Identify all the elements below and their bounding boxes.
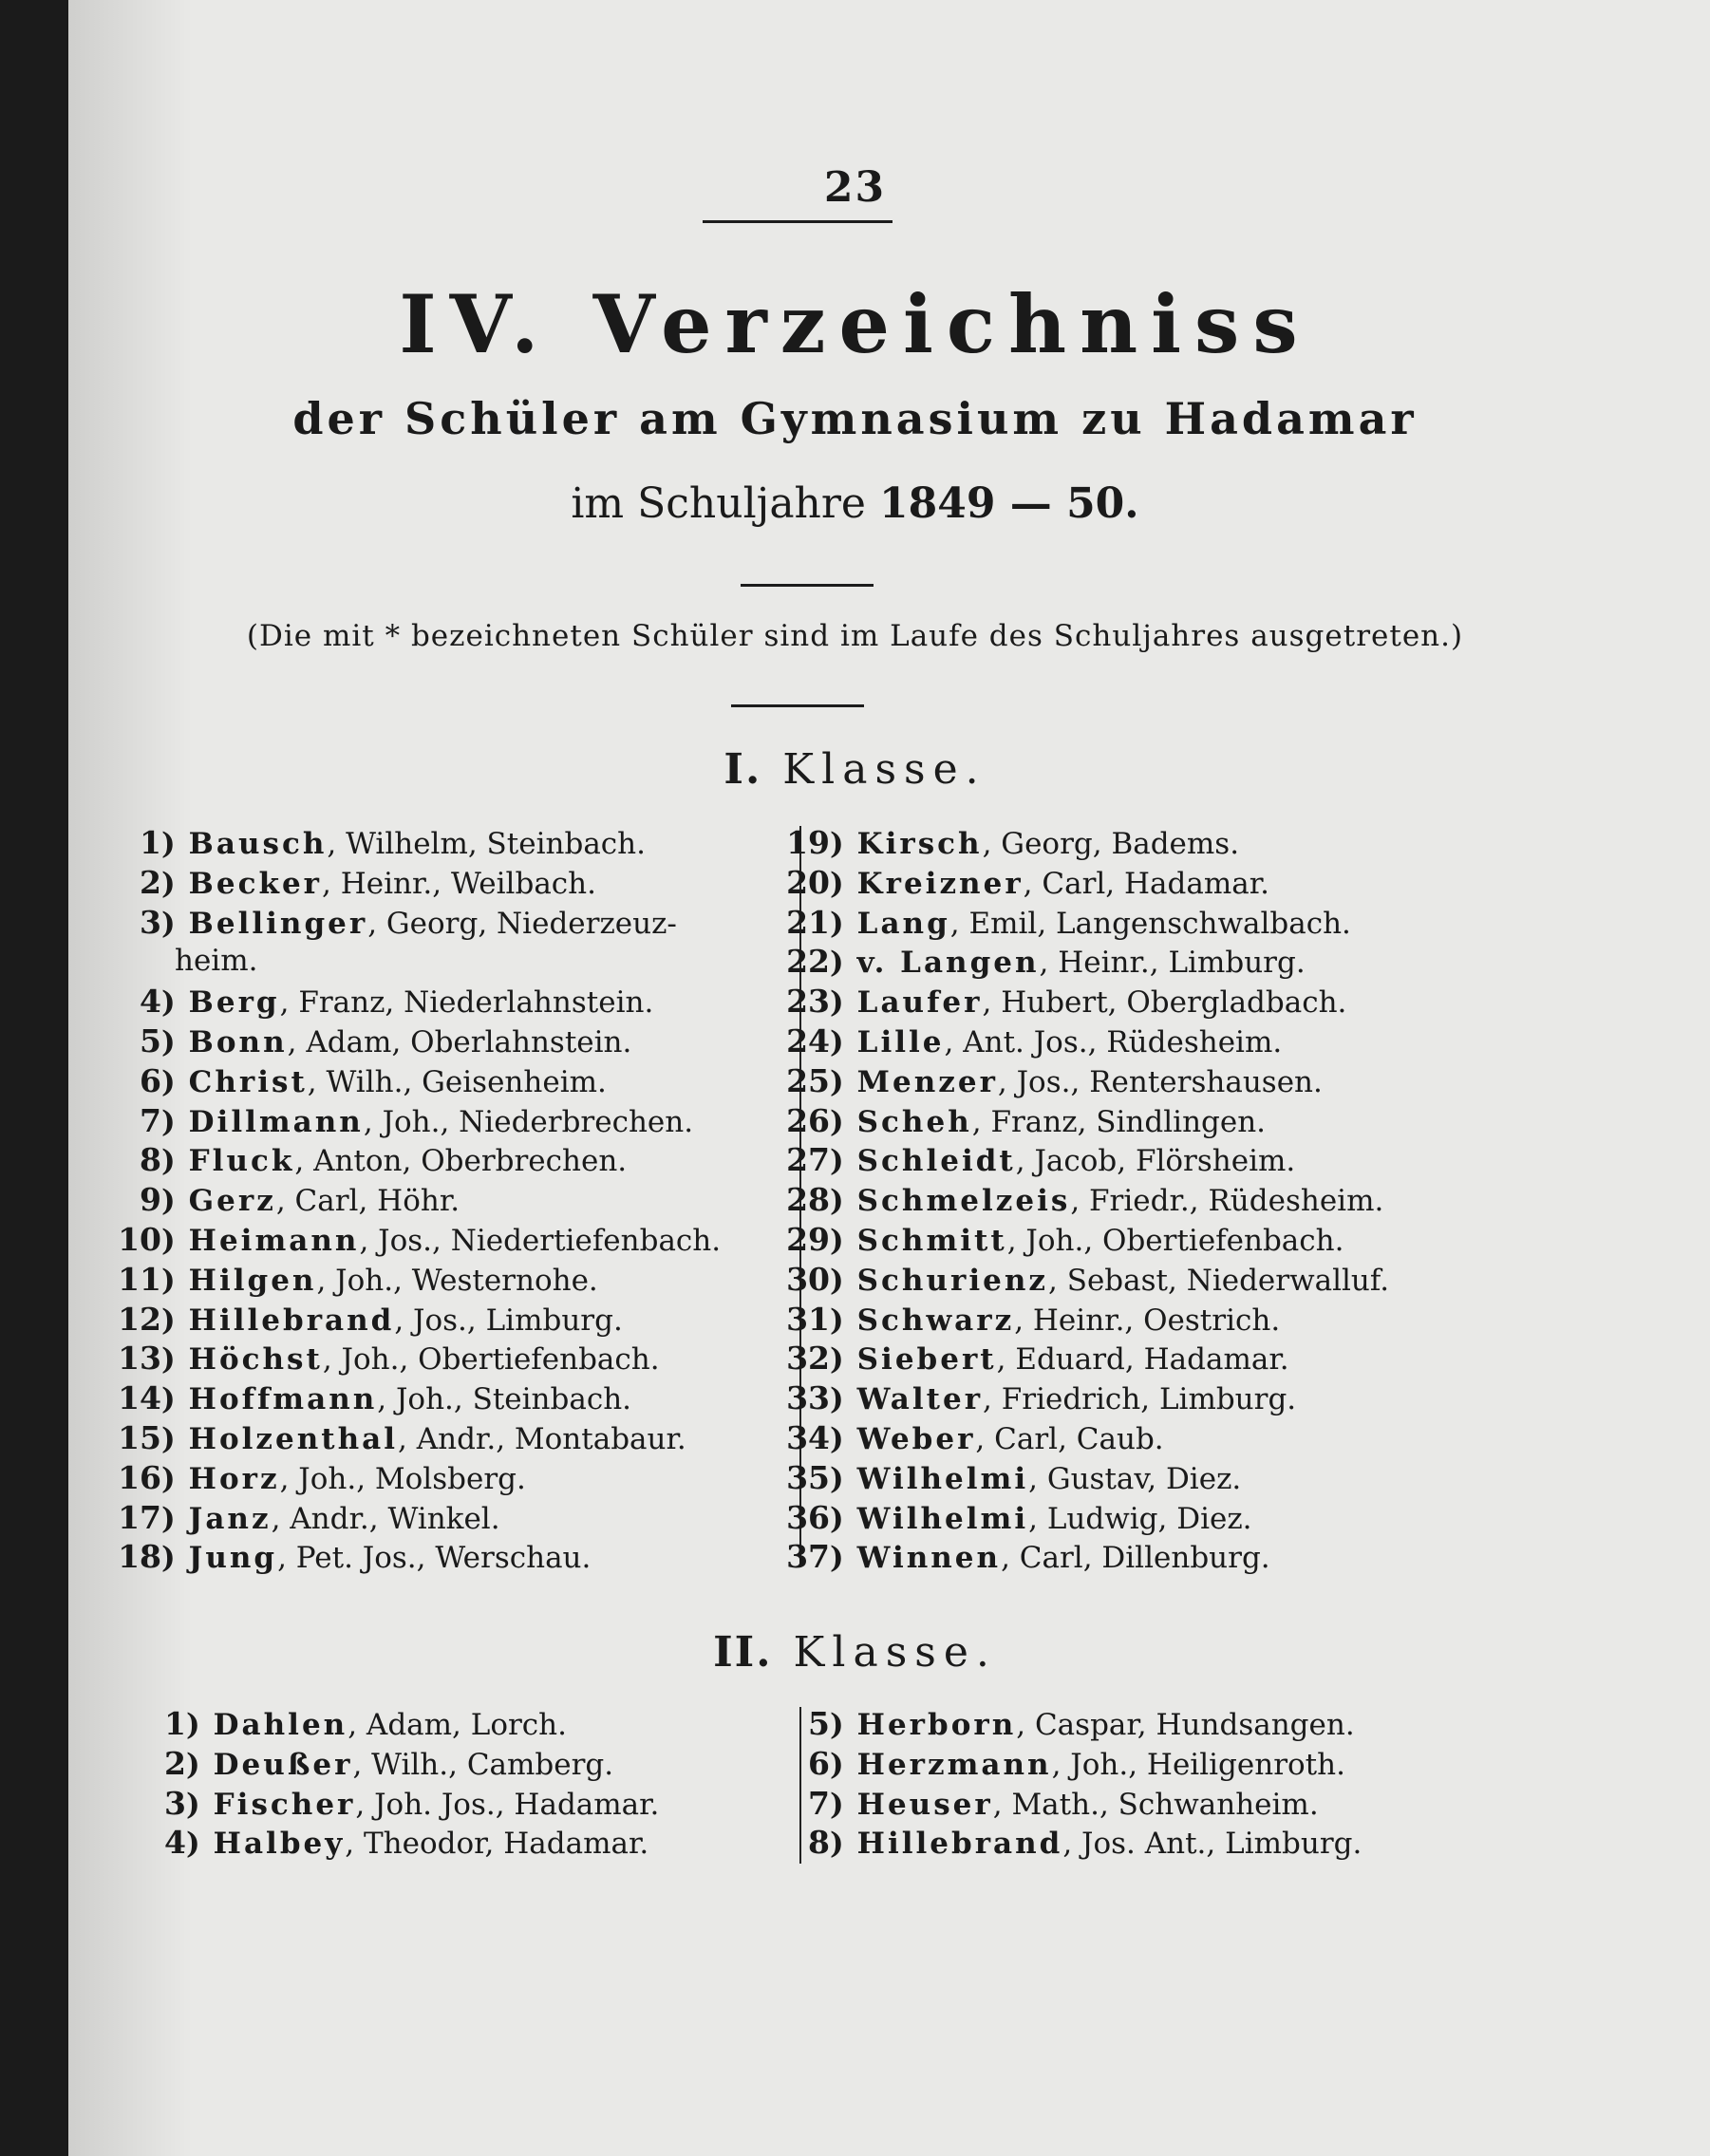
student-entry: [771, 1220, 1389, 1260]
entry-paren: ): [161, 1024, 176, 1059]
student-surname: Lang: [856, 906, 950, 941]
entry-paren: ): [830, 1104, 844, 1139]
student-entry: [68, 823, 721, 863]
student-surname: Menzer: [856, 1064, 998, 1099]
entry-paren: ): [830, 1223, 844, 1258]
entry-paren: ): [830, 1827, 844, 1862]
student-entry: [68, 982, 721, 1022]
entry-paren: ): [161, 1104, 176, 1139]
entry-number: 7: [140, 1101, 161, 1139]
student-surname: Deußer: [213, 1747, 353, 1782]
student-surname: Bausch: [188, 827, 328, 861]
entry-number: 1: [140, 824, 161, 861]
entry-number: 7: [808, 1784, 830, 1822]
student-entry: [68, 1140, 721, 1180]
entry-paren: ): [161, 1184, 176, 1219]
student-details: , Theodor, Hadamar.: [345, 1827, 649, 1862]
student-entry: [68, 1458, 721, 1498]
student-details: , Joh., Molsberg.: [279, 1461, 526, 1496]
entry-number: 16: [118, 1458, 161, 1496]
entry-paren: ): [186, 1827, 200, 1862]
entry-number: 17: [118, 1498, 161, 1536]
entry-number: 36: [786, 1498, 830, 1536]
entry-number: 18: [118, 1538, 161, 1576]
page-subtitle: der Schüler am Gymnasium zu Hadamar: [292, 393, 1418, 444]
student-entry: [68, 863, 721, 903]
entry-number: 5: [808, 1705, 830, 1742]
student-surname: Wilhelmi: [856, 1461, 1029, 1496]
student-entry: [771, 1300, 1389, 1340]
student-details: , Wilh., Geisenheim.: [307, 1064, 607, 1099]
student-entry: [68, 1022, 721, 1061]
student-details: , Carl, Höhr.: [275, 1184, 460, 1219]
student-surname: Jung: [188, 1541, 278, 1576]
student-details: , Joh., Obertiefenbach.: [1006, 1223, 1344, 1258]
student-details: , Friedr., Rüdesheim.: [1070, 1184, 1384, 1219]
student-entry: [771, 1180, 1389, 1220]
entry-number: 11: [118, 1260, 161, 1298]
student-details: , Georg, Badems.: [982, 827, 1240, 861]
page-number: 23: [823, 163, 887, 212]
student-surname: Gerz: [188, 1184, 276, 1219]
entry-number: 22: [786, 943, 830, 981]
student-details: , Caspar, Hundsangen.: [1016, 1708, 1355, 1742]
student-surname: Horz: [188, 1461, 280, 1496]
student-surname: Winnen: [856, 1541, 1002, 1576]
entry-paren: ): [830, 1461, 844, 1496]
entry-number: 29: [786, 1220, 830, 1258]
student-details: , Joh., Heiligenroth.: [1051, 1747, 1345, 1782]
student-details: , Franz, Sindlingen.: [971, 1104, 1267, 1139]
student-surname: Halbey: [213, 1827, 346, 1862]
student-entry: [68, 1220, 721, 1260]
student-details: , Wilhelm, Steinbach.: [327, 827, 646, 861]
student-surname: Fluck: [188, 1144, 295, 1179]
student-surname: Höchst: [188, 1342, 323, 1378]
student-surname: Dahlen: [213, 1708, 348, 1742]
student-entry: [771, 1260, 1389, 1300]
class-2-right-column: [771, 1704, 1362, 1863]
student-entry: [771, 1418, 1389, 1458]
student-details: , Ludwig, Diez.: [1028, 1501, 1252, 1536]
student-entry: [771, 1022, 1389, 1061]
entry-number: 35: [786, 1458, 830, 1496]
student-surname: Schwarz: [856, 1303, 1015, 1338]
entry-paren: ): [830, 1501, 844, 1536]
class-1-label: Klasse.: [782, 745, 987, 794]
student-details: , Wilh., Camberg.: [352, 1747, 614, 1782]
student-details: , Heinr., Weilbach.: [322, 866, 596, 901]
student-details: , Emil, Langenschwalbach.: [949, 906, 1351, 941]
entry-number: 2: [140, 863, 161, 901]
entry-number: 31: [786, 1300, 830, 1338]
student-surname: Janz: [188, 1501, 272, 1536]
entry-paren: ): [161, 866, 176, 901]
student-entry: [68, 1498, 721, 1538]
student-details: , Ant. Jos., Rüdesheim.: [944, 1024, 1283, 1059]
entry-paren: ): [161, 1144, 176, 1179]
student-details: , Pet. Jos., Werschau.: [277, 1541, 592, 1576]
class-2-left-column: [93, 1704, 659, 1863]
entry-number: 13: [118, 1340, 161, 1378]
entry-number: 4: [164, 1824, 186, 1862]
student-details: , Jos., Niedertiefenbach.: [359, 1223, 722, 1258]
student-details: , Sebast, Niederwalluf.: [1048, 1263, 1390, 1298]
student-surname: Hillebrand: [856, 1827, 1063, 1862]
student-surname: Lille: [856, 1024, 945, 1059]
class-1-roman: I.: [723, 745, 762, 794]
entry-paren: ): [830, 1064, 844, 1099]
student-entry: [68, 1339, 721, 1378]
entry-number: 2: [164, 1744, 186, 1782]
entry-number: 14: [118, 1379, 161, 1417]
student-entry: [68, 903, 721, 943]
entry-paren: ): [830, 1541, 844, 1576]
entry-number: 15: [118, 1418, 161, 1456]
student-surname: Herborn: [856, 1708, 1017, 1742]
entry-paren: ): [161, 1461, 176, 1496]
student-surname: Wilhelmi: [856, 1501, 1029, 1536]
student-entry: [771, 1704, 1362, 1744]
student-entry: [68, 1537, 721, 1577]
student-surname: Schmelzeis: [856, 1184, 1071, 1219]
student-entry: [68, 1378, 721, 1418]
student-surname: Schurienz: [856, 1263, 1048, 1298]
entry-number: 20: [786, 863, 830, 901]
student-details: , Heinr., Oestrich.: [1014, 1303, 1281, 1338]
entry-paren: ): [161, 1064, 176, 1099]
entry-paren: ): [161, 1303, 176, 1338]
student-entry: [771, 982, 1389, 1022]
student-surname: Bonn: [188, 1024, 288, 1059]
student-surname: Heuser: [856, 1787, 993, 1822]
class-1-heading: [0, 745, 1710, 794]
student-details: , Hubert, Obergladbach.: [982, 985, 1347, 1021]
student-surname: Fischer: [213, 1787, 356, 1822]
student-surname: Walter: [856, 1382, 984, 1417]
student-surname: Scheh: [856, 1104, 972, 1139]
student-entry: [68, 1418, 721, 1458]
entry-paren: ): [161, 1223, 176, 1258]
entry-paren: ): [830, 1024, 844, 1059]
student-entry: [68, 1061, 721, 1101]
entry-paren: ): [186, 1747, 200, 1782]
student-details: heim.: [175, 944, 258, 979]
entry-paren: ): [161, 1263, 176, 1298]
entry-number: 9: [140, 1181, 161, 1219]
student-details: , Carl, Dillenburg.: [1001, 1541, 1270, 1576]
student-surname: Schleidt: [856, 1144, 1016, 1179]
student-details: , Joh., Niederbrechen.: [363, 1104, 694, 1139]
student-details: , Joh., Westernohe.: [316, 1263, 598, 1298]
entry-number: 34: [786, 1418, 830, 1456]
entry-number: 8: [808, 1824, 830, 1862]
student-surname: Bellinger: [188, 906, 368, 941]
student-details: , Jacob, Flörsheim.: [1015, 1144, 1296, 1179]
student-details: , Friedrich, Limburg.: [983, 1382, 1297, 1417]
entry-number: 3: [140, 903, 161, 941]
student-details: , Joh., Obertiefenbach.: [322, 1342, 660, 1378]
class-2-heading: [0, 1628, 1710, 1677]
student-surname: Berg: [188, 985, 280, 1021]
student-details: , Georg, Niederzeuz-: [367, 906, 677, 941]
entry-paren: ): [186, 1708, 200, 1742]
entry-paren: ): [161, 1421, 176, 1456]
student-details: , Joh., Steinbach.: [377, 1382, 632, 1417]
student-details: , Jos., Rentershausen.: [997, 1064, 1323, 1099]
entry-paren: ): [161, 1541, 176, 1576]
entry-paren: ): [161, 827, 176, 861]
student-details: , Math., Schwanheim.: [992, 1787, 1319, 1822]
entry-paren: ): [830, 946, 844, 981]
student-surname: Weber: [856, 1421, 976, 1456]
entry-number: 27: [786, 1141, 830, 1179]
student-surname: Kirsch: [856, 827, 983, 861]
entry-paren: ): [830, 1787, 844, 1822]
student-entry: [771, 1140, 1389, 1180]
class-2-label: Klasse.: [793, 1628, 997, 1677]
school-year-value: 1849 — 50.: [878, 479, 1139, 528]
student-entry: [93, 1704, 659, 1744]
entry-number: 12: [118, 1300, 161, 1338]
student-details: , Gustav, Diez.: [1028, 1461, 1242, 1496]
student-entry: [771, 863, 1389, 903]
student-entry: [93, 1784, 659, 1824]
entry-paren: ): [161, 906, 176, 941]
page-number-rule: [703, 220, 893, 223]
entry-paren: ): [830, 1747, 844, 1782]
student-surname: Christ: [188, 1064, 308, 1099]
student-entry: [771, 1744, 1362, 1784]
student-surname: v. Langen: [856, 946, 1040, 981]
entry-number: 30: [786, 1260, 830, 1298]
student-entry: [68, 1260, 721, 1300]
entry-paren: ): [830, 1263, 844, 1298]
student-details: , Carl, Caub.: [975, 1421, 1164, 1456]
student-surname: Schmitt: [856, 1223, 1007, 1258]
entry-number: 19: [786, 824, 830, 861]
student-details: , Carl, Hadamar.: [1023, 866, 1269, 901]
entry-number: 21: [786, 903, 830, 941]
student-surname: Becker: [188, 866, 323, 901]
class-2-roman: II.: [713, 1628, 773, 1677]
student-surname: Herzmann: [856, 1747, 1052, 1782]
student-entry: [771, 903, 1389, 943]
entry-number: 6: [808, 1744, 830, 1782]
entry-number: 33: [786, 1379, 830, 1417]
entry-paren: ): [830, 985, 844, 1021]
student-details: , Joh. Jos., Hadamar.: [355, 1787, 660, 1822]
student-entry: [771, 1458, 1389, 1498]
class-1-right-column: [771, 823, 1389, 1577]
student-details: , Franz, Niederlahnstein.: [279, 985, 654, 1021]
student-entry: [771, 1339, 1389, 1378]
entry-paren: ): [161, 1342, 176, 1378]
student-entry: [771, 1498, 1389, 1538]
entry-number: 5: [140, 1022, 161, 1059]
student-details: , Heinr., Limburg.: [1039, 946, 1306, 981]
entry-paren: ): [161, 985, 176, 1021]
student-entry: [68, 1180, 721, 1220]
school-year-line: [0, 479, 1710, 528]
student-entry: [771, 1378, 1389, 1418]
entry-paren: ): [830, 906, 844, 941]
entry-number: 10: [118, 1220, 161, 1258]
entry-number: 4: [140, 983, 161, 1021]
student-details: , Jos., Limburg.: [394, 1303, 623, 1338]
entry-number: 23: [786, 983, 830, 1021]
school-year-prefix: im Schuljahre: [571, 479, 866, 528]
entry-number: 37: [786, 1538, 830, 1576]
student-surname: Siebert: [856, 1342, 997, 1378]
withdrawn-note: (Die mit * bezeichneten Schüler sind im Laufe des Schuljahres ausgetreten.): [246, 619, 1464, 653]
student-details: , Andr., Montabaur.: [398, 1421, 686, 1456]
student-entry: [771, 1061, 1389, 1101]
entry-paren: ): [161, 1501, 176, 1536]
student-surname: Laufer: [856, 985, 983, 1021]
student-surname: Kreizner: [856, 866, 1024, 901]
page-title: IV. Verzeichniss: [399, 277, 1311, 371]
entry-number: 24: [786, 1022, 830, 1059]
student-entry: [771, 1101, 1389, 1141]
student-entry: [68, 1101, 721, 1141]
student-entry: [771, 823, 1389, 863]
student-details: , Andr., Winkel.: [271, 1501, 500, 1536]
entry-number: 8: [140, 1141, 161, 1179]
entry-paren: ): [830, 1421, 844, 1456]
student-details: , Eduard, Hadamar.: [996, 1342, 1289, 1378]
entry-number: 32: [786, 1340, 830, 1378]
entry-paren: ): [830, 1342, 844, 1378]
note-rule: [731, 704, 864, 707]
student-details: , Adam, Lorch.: [348, 1708, 567, 1742]
student-surname: Hillebrand: [188, 1303, 395, 1338]
student-entry: [68, 1300, 721, 1340]
student-details: , Adam, Oberlahnstein.: [287, 1024, 632, 1059]
entry-number: 28: [786, 1181, 830, 1219]
entry-paren: ): [830, 1144, 844, 1179]
class-1-left-column: [68, 823, 721, 1577]
student-entry: [771, 1537, 1389, 1577]
entry-paren: ): [161, 1382, 176, 1417]
entry-paren: ): [830, 1184, 844, 1219]
student-entry: [771, 942, 1389, 982]
student-entry: [68, 942, 721, 982]
student-details: , Anton, Oberbrechen.: [294, 1144, 628, 1179]
student-surname: Hilgen: [188, 1263, 317, 1298]
student-surname: Hoffmann: [188, 1382, 378, 1417]
student-surname: Dillmann: [188, 1104, 364, 1139]
student-entry: [93, 1744, 659, 1784]
entry-number: 3: [164, 1784, 186, 1822]
entry-paren: ): [830, 1303, 844, 1338]
entry-paren: ): [830, 827, 844, 861]
title-rule: [741, 584, 874, 587]
student-entry: [93, 1823, 659, 1863]
student-surname: Heimann: [188, 1223, 360, 1258]
entry-paren: ): [830, 866, 844, 901]
entry-paren: ): [830, 1708, 844, 1742]
entry-number: 6: [140, 1061, 161, 1099]
entry-paren: ): [186, 1787, 200, 1822]
student-entry: [771, 1784, 1362, 1824]
student-entry: [771, 1823, 1362, 1863]
entry-number: 1: [164, 1705, 186, 1742]
student-surname: Holzenthal: [188, 1421, 399, 1456]
student-details: , Jos. Ant., Limburg.: [1062, 1827, 1362, 1862]
entry-paren: ): [830, 1382, 844, 1417]
entry-number: 25: [786, 1061, 830, 1099]
entry-number: 26: [786, 1101, 830, 1139]
